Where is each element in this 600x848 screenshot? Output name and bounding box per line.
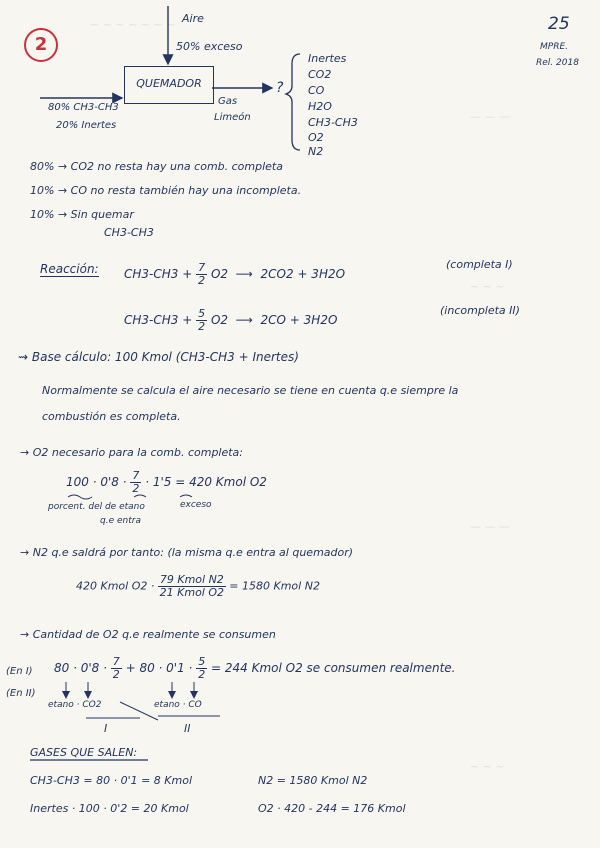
reaction-1 [124,262,345,287]
page-ref-line1: MPRE. [540,42,568,52]
o2-needed-note-left1: porcent. del de etano [48,502,145,512]
basis-line [18,350,299,364]
o2-consumed-term1: 80 · 0'8 · [54,661,107,675]
gases-out-row1-left: CH3-CH3 = 80 · 0'1 = 8 Kmol [30,774,193,787]
reaction-1-o2: O2 [210,267,229,281]
bleed-through: ~ ~ ~ ~ ~ ~ ~ [90,18,176,31]
product-inertes: Inertes [308,52,347,65]
reaction-1-coef-num: 7 [198,261,206,274]
o2-needed-title [20,446,243,459]
reaction-1-lhs: CH3-CH3 + [124,267,193,281]
reaction-1-rhs: 2CO2 + 3H2O [260,267,346,281]
o2-consumed-den1: 2 [112,668,120,681]
o2-consumed-title [20,628,276,641]
basis-note-1: Normalmente se calcula el aire necesario se tiene en cuenta q.e siempre la [42,384,459,397]
gases-out-row1-right: N2 = 1580 Kmol N2 [258,774,368,787]
product-n2: N2 [308,145,324,158]
o2-consumed-den2: 2 [198,668,206,681]
product-h2o: H2O [308,100,332,113]
o2-consumed-num2: 5 [198,655,206,668]
reactor-label: QUEMADOR [136,77,202,90]
o2-consumed-frac1 [111,656,122,681]
n2-num: 79 Kmol N2 [159,573,224,586]
gas-label-line2: Limeón [214,112,251,123]
gases-out-row2-right: O2 · 420 - 244 = 176 Kmol [258,802,406,815]
n2-result: = 1580 Kmol N2 [229,579,320,593]
product-o2: O2 [308,131,324,144]
o2-consumed-num1: 7 [112,655,120,668]
o2-consumed-result: = 244 Kmol O2 se consumen realmente. [211,661,456,675]
air-label: Aire [182,12,204,25]
product-co: CO [308,84,325,97]
reaction-2-rhs: 2CO + 3H2O [260,313,338,327]
gases-out-row2-left: Inertes · 100 · 0'2 = 20 Kmol [30,802,189,815]
right-arrow-icon: ⟶ [231,267,257,281]
o2-needed-expression [66,470,267,495]
o2-consumed-label-ii: (En II) [6,688,36,699]
o2-needed-frac [130,470,141,495]
condition-co2: 80% → CO2 no resta hay una comb. completa [30,160,283,173]
n2-lhs: 420 Kmol O2 · [76,579,155,593]
reaction-2-coef-num: 5 [198,307,206,320]
arrow-bullet-icon: → [20,628,33,641]
bleed-through: — — — [470,520,510,533]
reactor-box [124,66,214,104]
reaction-2-lhs: CH3-CH3 + [124,313,193,327]
unburned-species: CH3-CH3 [104,226,154,239]
reaction-1-coef-den: 2 [198,274,206,287]
o2-needed-note-left2: q.e entra [100,516,141,526]
reaction-2-o2: O2 [210,313,229,327]
arrow-bullet-icon: → [20,546,33,559]
reaction-1-tag: (completa I) [446,258,513,271]
product-ethane: CH3-CH3 [308,116,358,129]
arrow-bullet-icon: → [20,446,33,459]
page-ref-line2: Rel. 2018 [536,58,579,68]
basis-text: Base cálculo: 100 Kmol (CH3-CH3 + Inertes) [31,350,299,364]
o2-needed-expr-b: · 1'5 = 420 Kmol O2 [145,475,267,489]
reactions-label: Reacción: [40,262,99,276]
right-arrow-icon: ⟶ [231,313,257,327]
o2-consumed-under2: etano · CO [154,700,202,710]
o2-consumed-plus: + 80 · 0'1 · [125,661,193,675]
feed-line1: 80% CH3-CH3 [48,102,119,113]
n2-frac [158,574,226,599]
o2-needed-title-text: O2 necesario para la comb. completa: [32,446,244,459]
o2-consumed-title-text: Cantidad de O2 q.e realmente se consumen [32,628,276,641]
air-excess: 50% exceso [176,40,243,53]
condition-unburned: 10% → Sin quemar [30,208,134,221]
o2-consumed-roman2: II [184,722,191,735]
o2-consumed-under1: etano · CO2 [48,700,102,710]
problem-number: 2 [24,28,58,62]
bleed-through: ~ ~ ~ [470,280,505,293]
basis-note-2: combustión es completa. [42,410,181,423]
o2-needed-num: 7 [132,469,140,482]
o2-needed-den: 2 [132,482,140,495]
n2-expression [76,574,320,599]
product-co2: CO2 [308,68,332,81]
reaction-2 [124,308,337,333]
o2-consumed-roman1: I [104,722,108,735]
bleed-through: ~ ~ ~ [470,760,505,773]
reaction-2-tag: (incompleta II) [440,304,520,317]
o2-consumed-label-i: (En I) [6,666,33,677]
n2-den: 21 Kmol O2 [159,586,225,599]
o2-consumed-expression [54,656,455,681]
question-mark: ? [276,80,284,96]
arrow-bullet-icon: ⇝ [18,350,32,364]
gases-out-title: GASES QUE SALEN: [30,746,138,759]
o2-needed-note-right: exceso [180,500,212,510]
n2-title [20,546,353,559]
feed-line2: 20% Inertes [56,120,117,131]
o2-consumed-frac2 [196,656,207,681]
reaction-2-coef [196,308,207,333]
bleed-through: — — — [470,110,510,123]
gas-label-line1: Gas [218,96,238,107]
reaction-2-coef-den: 2 [198,320,206,333]
o2-needed-expr-a: 100 · 0'8 · [66,475,127,489]
reaction-1-coef [196,262,207,287]
page-number: 25 [548,14,570,34]
condition-co: 10% → CO no resta también hay una incompleta. [30,184,302,197]
n2-title-text: N2 q.e saldrá por tanto: (la misma q.e entra al quemador) [32,546,354,559]
